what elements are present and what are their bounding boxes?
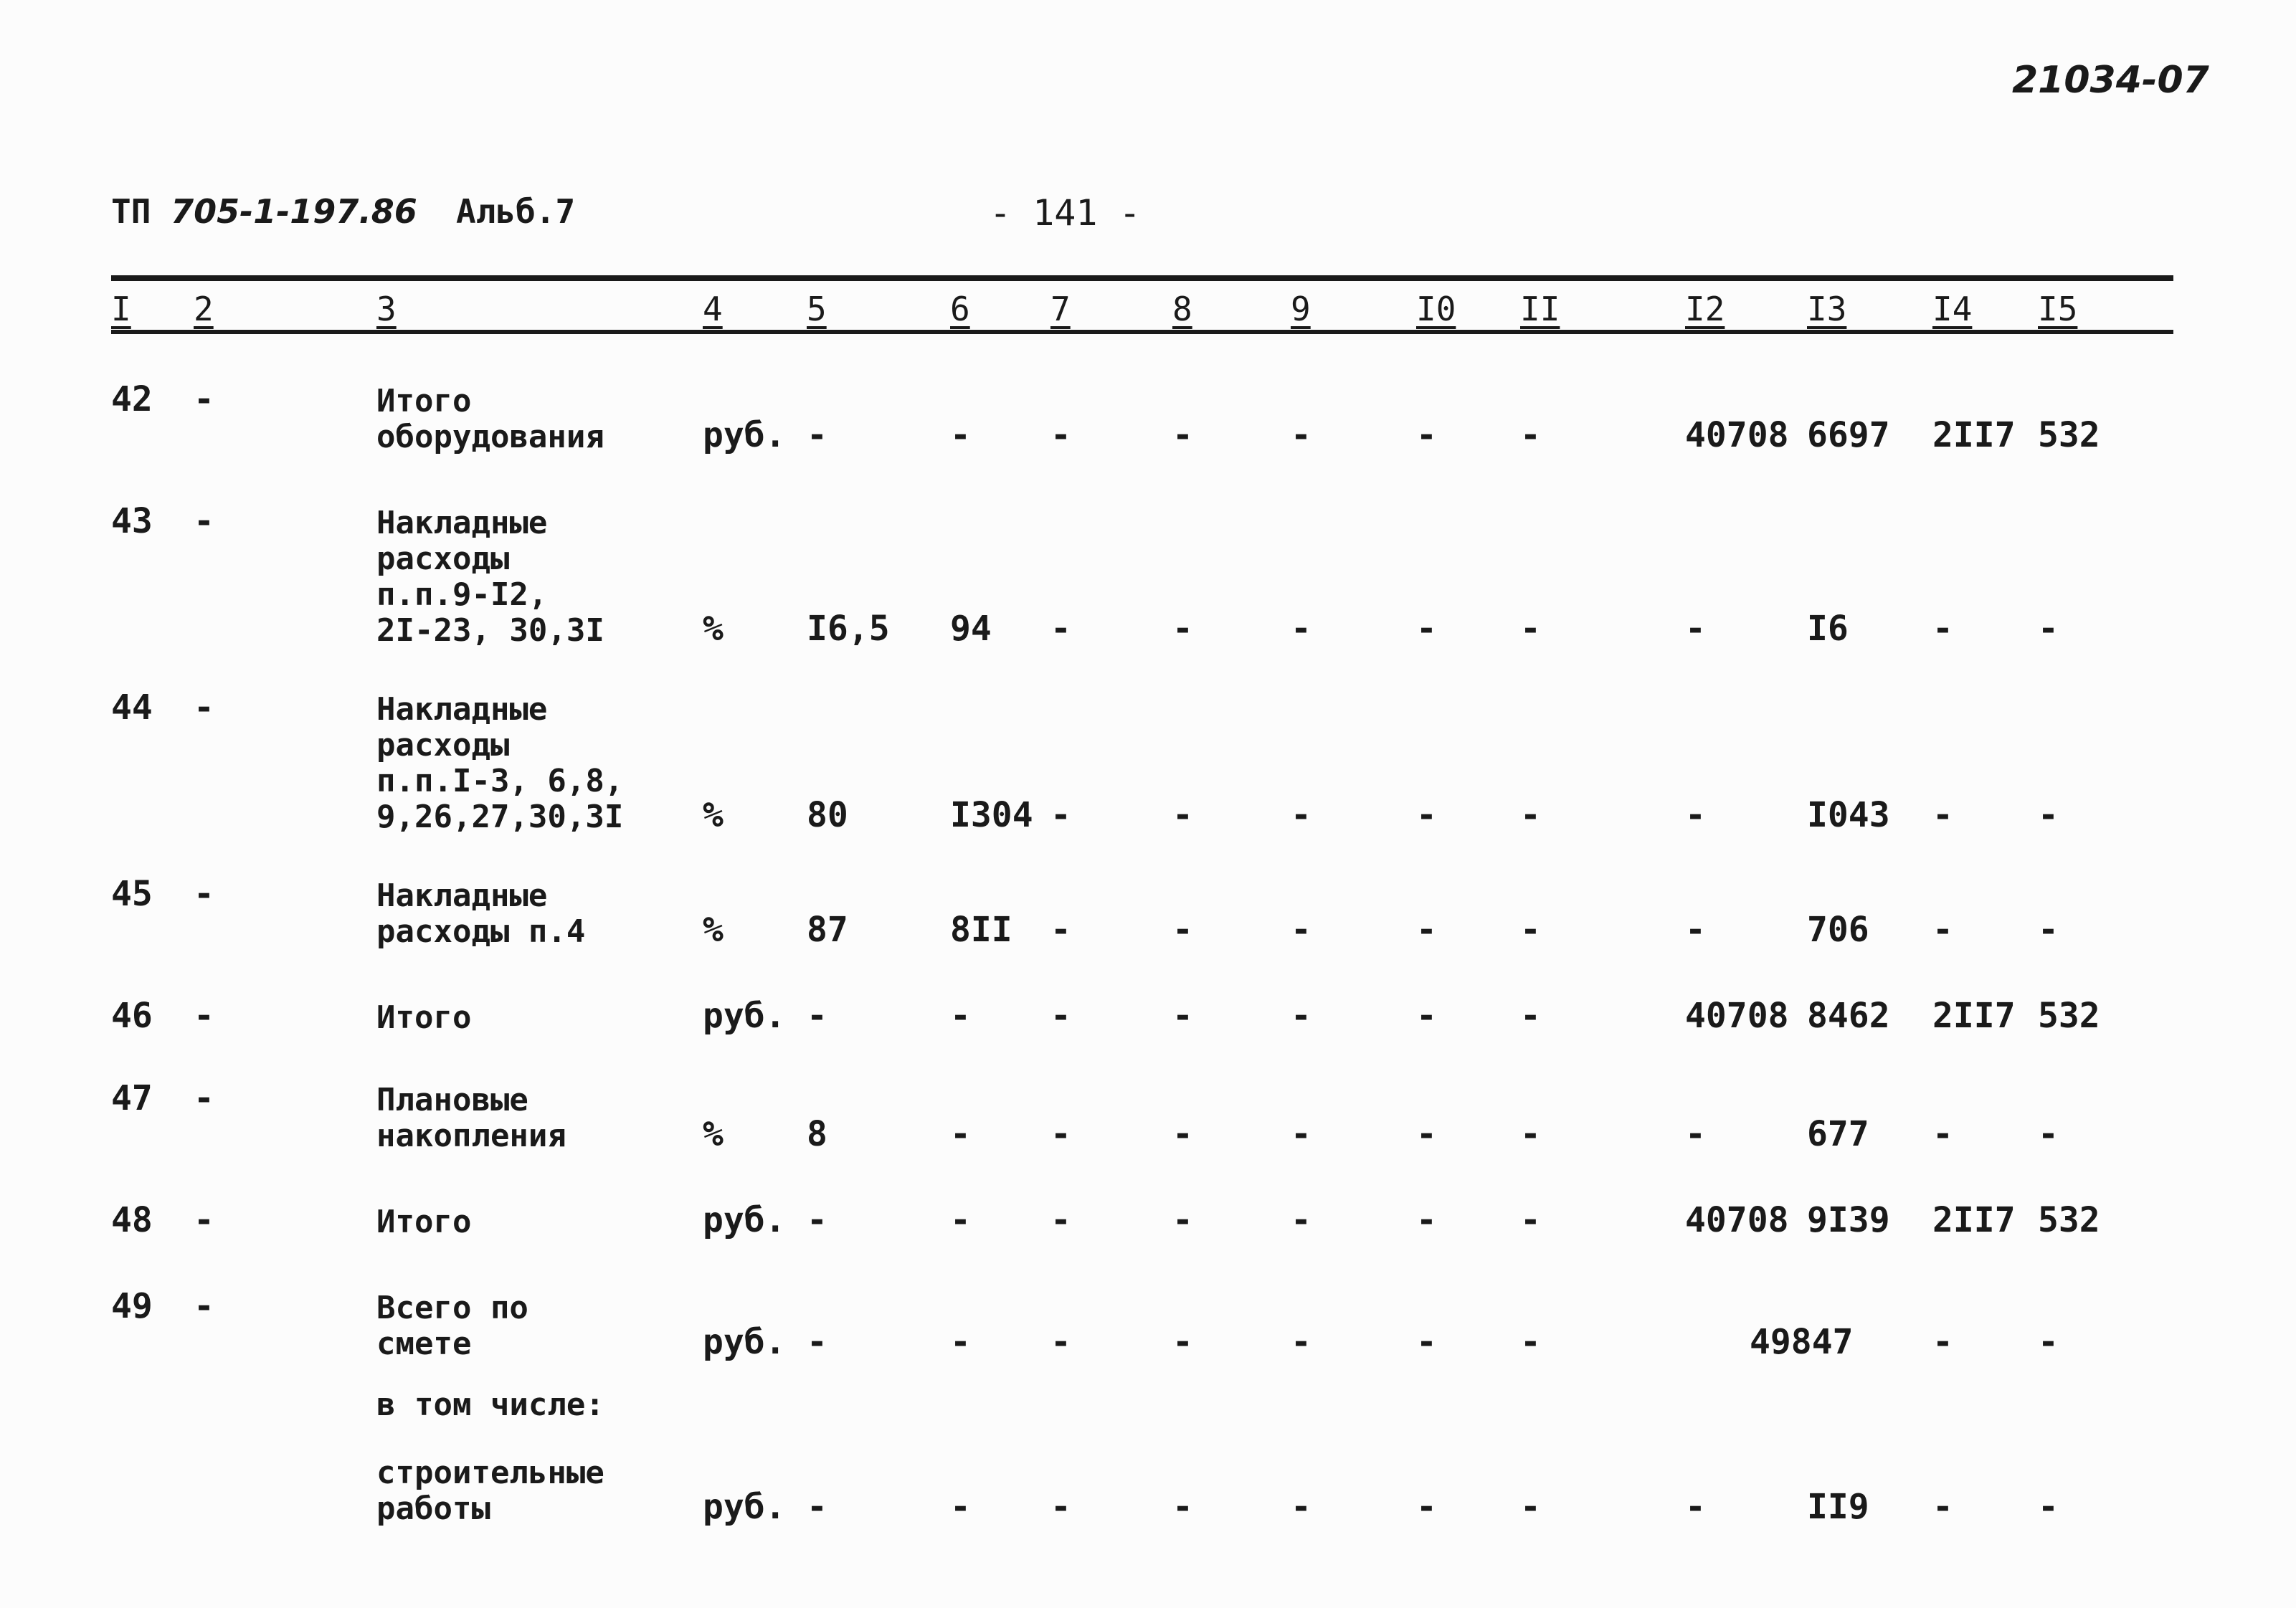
cell-c14: - xyxy=(1932,1114,1953,1154)
table-header-rule xyxy=(111,330,2173,334)
cell-c7: - xyxy=(1050,1200,1071,1240)
cell-c6: - xyxy=(950,1114,971,1154)
cell-c8: - xyxy=(1172,910,1193,950)
cell-unit: руб. xyxy=(703,1322,786,1362)
item-name-line: Всего по xyxy=(376,1290,528,1326)
cell-c2: - xyxy=(194,379,214,419)
cell-c13: II9 xyxy=(1807,1487,1869,1527)
cell-c8: - xyxy=(1172,996,1193,1036)
cell-c15: - xyxy=(2038,1487,2059,1527)
album-label: Альб.7 xyxy=(456,192,576,231)
cell-n: 49 xyxy=(111,1286,153,1326)
item-name-line: Плановые xyxy=(376,1082,528,1118)
item-name xyxy=(376,1204,678,1240)
column-number-12: I2 xyxy=(1685,290,1725,328)
cell-c5: 8 xyxy=(807,1114,827,1154)
cell-c5: - xyxy=(807,1322,827,1362)
cell-c12: - xyxy=(1685,910,1706,950)
cell-c15: 532 xyxy=(2038,996,2100,1036)
cell-c9: - xyxy=(1291,996,1311,1036)
column-number-8: 8 xyxy=(1172,290,1192,328)
item-name-line: накопления xyxy=(376,1118,566,1154)
cell-c14: - xyxy=(1932,1487,1953,1527)
item-name-line: Накладные xyxy=(376,691,548,728)
cell-c11: - xyxy=(1520,910,1541,950)
cell-c14: - xyxy=(1932,609,1953,649)
column-number-13: I3 xyxy=(1807,290,1847,328)
cell-unit: руб. xyxy=(703,1200,786,1240)
cell-c7: - xyxy=(1050,1322,1071,1362)
document-code xyxy=(111,192,417,231)
cell-unit: руб. xyxy=(703,996,786,1036)
cell-c6: - xyxy=(950,996,971,1036)
cell-c6: 94 xyxy=(950,609,992,649)
cell-c10: - xyxy=(1416,1487,1437,1527)
item-name-line: работы xyxy=(376,1490,490,1527)
cell-c15: 532 xyxy=(2038,1200,2100,1240)
cell-c9: - xyxy=(1291,1322,1311,1362)
column-number-5: 5 xyxy=(807,290,827,328)
cell-c2: - xyxy=(194,688,214,728)
archive-number: 21034-07 xyxy=(2012,59,2209,102)
item-name-line: Итого xyxy=(376,1204,472,1240)
cell-c15: - xyxy=(2038,1322,2059,1362)
cell-c10: - xyxy=(1416,795,1437,835)
cell-c6: - xyxy=(950,1322,971,1362)
cell-c8: - xyxy=(1172,415,1193,455)
item-name-line: п.п.I-3, 6,8, xyxy=(376,763,624,799)
cell-c14: - xyxy=(1932,795,1953,835)
cell-c2: - xyxy=(194,874,214,914)
cell-c7: - xyxy=(1050,1114,1071,1154)
column-number-1: I xyxy=(111,290,131,328)
cell-c5: - xyxy=(807,1200,827,1240)
cell-c9: - xyxy=(1291,910,1311,950)
cell-c5: 87 xyxy=(807,910,848,950)
cell-c8: - xyxy=(1172,1487,1193,1527)
cell-c5: - xyxy=(807,996,827,1036)
cell-c13: 49847 xyxy=(1750,1322,1854,1362)
cell-c15: - xyxy=(2038,910,2059,950)
cell-c6: - xyxy=(950,1487,971,1527)
item-name xyxy=(376,505,678,649)
cell-c12: - xyxy=(1685,1487,1706,1527)
cell-c12: 40708 xyxy=(1685,1200,1789,1240)
cell-c9: - xyxy=(1291,1487,1311,1527)
cell-c11: - xyxy=(1520,609,1541,649)
cell-c13: 677 xyxy=(1807,1114,1869,1154)
cell-unit: % xyxy=(703,795,724,835)
cell-c7: - xyxy=(1050,609,1071,649)
cell-c2: - xyxy=(194,501,214,541)
doc-prefix: ТП xyxy=(111,192,151,231)
cell-c8: - xyxy=(1172,1322,1193,1362)
cell-c13: 6697 xyxy=(1807,415,1890,455)
cell-c11: - xyxy=(1520,1487,1541,1527)
cell-c5: - xyxy=(807,415,827,455)
page-number: - 141 - xyxy=(990,192,1141,234)
cell-c13: 8462 xyxy=(1807,996,1890,1036)
item-name xyxy=(376,692,678,835)
cell-c8: - xyxy=(1172,795,1193,835)
cell-c9: - xyxy=(1291,795,1311,835)
item-name-line: в том числе: xyxy=(376,1386,604,1423)
cell-c12: - xyxy=(1685,609,1706,649)
cell-c10: - xyxy=(1416,996,1437,1036)
table-top-rule xyxy=(111,275,2173,281)
cell-c14: - xyxy=(1932,1322,1953,1362)
cell-c14: - xyxy=(1932,910,1953,950)
item-name-line: п.п.9-I2, xyxy=(376,576,548,613)
cell-c7: - xyxy=(1050,795,1071,835)
cell-c14: 2II7 xyxy=(1932,1200,2016,1240)
cell-c2: - xyxy=(194,996,214,1036)
cell-c11: - xyxy=(1520,795,1541,835)
cell-c9: - xyxy=(1291,1114,1311,1154)
item-name-line: Итого xyxy=(376,999,472,1036)
cell-c8: - xyxy=(1172,609,1193,649)
cell-c13: 706 xyxy=(1807,910,1869,950)
cell-c10: - xyxy=(1416,910,1437,950)
cell-unit: % xyxy=(703,910,724,950)
column-number-2: 2 xyxy=(194,290,214,328)
item-name xyxy=(376,878,678,950)
item-name-line: оборудования xyxy=(376,419,604,455)
cell-n: 43 xyxy=(111,501,153,541)
column-number-11: II xyxy=(1520,290,1560,328)
cell-c2: - xyxy=(194,1078,214,1118)
item-name xyxy=(376,1455,678,1527)
cell-c5: 80 xyxy=(807,795,848,835)
item-name-line: расходы xyxy=(376,541,510,577)
item-name-line: смете xyxy=(376,1326,472,1362)
cell-n: 45 xyxy=(111,874,153,914)
cell-c13: 9I39 xyxy=(1807,1200,1890,1240)
cell-c8: - xyxy=(1172,1200,1193,1240)
cell-c2: - xyxy=(194,1286,214,1326)
cell-c9: - xyxy=(1291,415,1311,455)
cell-c15: - xyxy=(2038,609,2059,649)
cell-n: 47 xyxy=(111,1078,153,1118)
cell-c12: - xyxy=(1685,1114,1706,1154)
column-number-4: 4 xyxy=(703,290,723,328)
cell-c10: - xyxy=(1416,1200,1437,1240)
cell-c8: - xyxy=(1172,1114,1193,1154)
cell-c14: 2II7 xyxy=(1932,415,2016,455)
cell-c2: - xyxy=(194,1200,214,1240)
cell-c13: I6 xyxy=(1807,609,1849,649)
item-name xyxy=(376,1083,678,1154)
cell-c11: - xyxy=(1520,996,1541,1036)
column-number-15: I5 xyxy=(2038,290,2078,328)
column-number-14: I4 xyxy=(1932,290,1973,328)
item-name-line: 2I-23, 30,3I xyxy=(376,612,604,649)
doc-code: 705-1-197.86 xyxy=(171,192,417,231)
cell-unit: % xyxy=(703,1114,724,1154)
column-number-7: 7 xyxy=(1050,290,1071,328)
cell-n: 44 xyxy=(111,688,153,728)
cell-c7: - xyxy=(1050,1487,1071,1527)
item-name-line: Накладные xyxy=(376,877,548,914)
cell-c7: - xyxy=(1050,910,1071,950)
item-name-line: Итого xyxy=(376,383,472,419)
cell-c6: 8II xyxy=(950,910,1012,950)
cell-c11: - xyxy=(1520,1322,1541,1362)
cell-c13: I043 xyxy=(1807,795,1890,835)
cell-c15: - xyxy=(2038,795,2059,835)
item-name-line: расходы п.4 xyxy=(376,913,586,950)
cell-c12: 40708 xyxy=(1685,996,1789,1036)
cell-c5: - xyxy=(807,1487,827,1527)
item-name xyxy=(376,384,678,455)
cell-unit: % xyxy=(703,609,724,649)
cell-c6: - xyxy=(950,415,971,455)
cell-c11: - xyxy=(1520,1200,1541,1240)
cell-c6: - xyxy=(950,1200,971,1240)
cell-n: 48 xyxy=(111,1200,153,1240)
item-name-line: строительные xyxy=(376,1455,604,1491)
column-number-6: 6 xyxy=(950,290,970,328)
item-name-line: расходы xyxy=(376,727,510,763)
cell-c5: I6,5 xyxy=(807,609,890,649)
cell-c6: I304 xyxy=(950,795,1033,835)
cell-c7: - xyxy=(1050,996,1071,1036)
item-name xyxy=(376,1290,678,1362)
cell-c10: - xyxy=(1416,415,1437,455)
cell-c10: - xyxy=(1416,1114,1437,1154)
cell-unit: руб. xyxy=(703,415,786,455)
cell-c15: - xyxy=(2038,1114,2059,1154)
column-number-3: 3 xyxy=(376,290,397,328)
cell-c7: - xyxy=(1050,415,1071,455)
cell-c11: - xyxy=(1520,1114,1541,1154)
item-name-line: 9,26,27,30,3I xyxy=(376,799,624,835)
cell-c14: 2II7 xyxy=(1932,996,2016,1036)
cell-c15: 532 xyxy=(2038,415,2100,455)
cell-c10: - xyxy=(1416,609,1437,649)
item-name xyxy=(376,1000,678,1036)
item-name-line: Накладные xyxy=(376,505,548,541)
cell-c11: - xyxy=(1520,415,1541,455)
cell-c9: - xyxy=(1291,1200,1311,1240)
cell-unit: руб. xyxy=(703,1487,786,1527)
cell-c10: - xyxy=(1416,1322,1437,1362)
cell-c12: - xyxy=(1685,795,1706,835)
cell-c9: - xyxy=(1291,609,1311,649)
cell-n: 46 xyxy=(111,996,153,1036)
cell-c12: 40708 xyxy=(1685,415,1789,455)
cell-n: 42 xyxy=(111,379,153,419)
column-number-10: I0 xyxy=(1416,290,1456,328)
item-name xyxy=(376,1387,678,1423)
column-number-9: 9 xyxy=(1291,290,1311,328)
